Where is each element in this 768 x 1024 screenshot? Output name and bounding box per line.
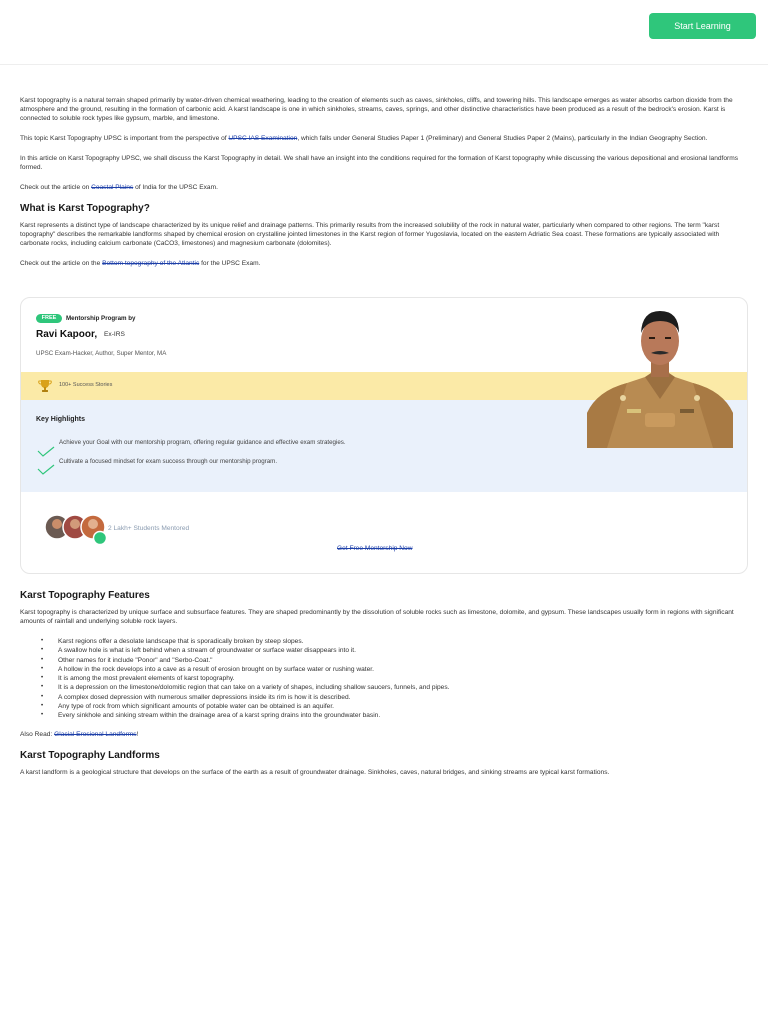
free-badge: FREE (36, 314, 62, 323)
key-highlights-title: Key Highlights (36, 416, 86, 423)
article-content-bottom (20, 590, 748, 788)
mentored-students-avatars (45, 513, 109, 545)
features-intro: Karst topography is characterized by unique surface and subsurface features. They are shaped predominantly by the dissolution of soluble rocks such as limestone, dolomite, and gypsum. These landscapes usually form in regions with significant amounts of rainfall and underlying soluble rock layers. (20, 609, 734, 625)
article-content-top (20, 96, 748, 279)
mentorship-card (20, 297, 748, 574)
list-item: • Karst regions offer a desolate landscape that is sporadically broken by steep slopes. (20, 637, 748, 646)
trophy-icon (37, 378, 53, 394)
intro-paragraph-3: In this article on Karst Topography UPSC, we shall discuss the Karst Topography in detail. We shall have an insight into the conditions required for the formation of Karst topography while discussing the various depositional and erosional landforms formed. (20, 155, 739, 171)
mentor-name: Ravi Kapoor, (36, 329, 98, 340)
list-item: • Other names for it include "Ponor" and "Serbo-Coat." (20, 656, 748, 665)
also-read: Also Read: Glacial Erosional Landforms! (20, 730, 139, 738)
list-item: • A hollow in the rock develops into a cave as a result of erosion brought on by surface water or rushing water. (20, 665, 748, 674)
list-item: • A complex dosed depression with numerous smaller depressions inside its rim is how it is described. (20, 693, 748, 702)
get-free-mentorship-link[interactable]: Get Free Mentorship Now (337, 545, 413, 552)
intro-paragraph-2: This topic Karst Topography UPSC is important from the perspective of UPSC IAS Examination, which falls under General Studies Paper 1 (Preliminary) and General Studies Paper 2 (Mains), particularly in the Indian Geography Section. (20, 135, 708, 142)
upsc-ias-exam-link[interactable]: UPSC IAS Examination (228, 135, 298, 142)
check-icon (37, 446, 55, 458)
highlight-item: Cultivate a focused mindset for exam success through our mentorship program. (59, 458, 278, 465)
mentor-portrait (587, 303, 733, 448)
list-item: • Every sinkhole and sinking stream within the drainage area of a karst spring drains into the groundwater basin. (20, 711, 748, 720)
what-is-paragraph-1: Karst represents a distinct type of landscape characterized by its unique relief and drainage patterns. This primarily results from the increased solubility of the rock in natural water, particularly when compared to other regions. The term "karst topography" describes the remarkable landforms shaped by chemical erosion on crystalline jointed limestones in the Karst region of former Yugoslavia, located on the eastern Adriatic Sea coast. These formations are typically associated with carbonate rocks, including calcium carbonate (CaCO3, limestones) and magnesium carbonate (dolomites). (20, 222, 720, 247)
students-mentored-text: 2 Lakh+ Students Mentored (108, 525, 190, 532)
landforms-heading: Karst Topography Landforms (20, 749, 160, 761)
list-item: • It is a depression on the limestone/dolomitic region that can take on a variety of shapes, including shallow saucers, funnels, and pipes. (20, 683, 748, 692)
mentor-description: UPSC Exam-Hacker, Author, Super Mentor, MA (36, 350, 167, 357)
list-item: • It is among the most prevalent elements of karst topography. (20, 674, 748, 683)
intro-paragraph-4: Check out the article on Coastal Plains of India for the UPSC Exam. (20, 184, 218, 191)
mentor-tag: Ex-IRS (104, 331, 125, 338)
what-is-paragraph-2: Check out the article on the Bottom topography of the Atlantic for the UPSC Exam. (20, 260, 261, 267)
start-learning-button[interactable]: Start Learning (649, 13, 756, 39)
success-stories-text: 100+ Success Stories (59, 382, 113, 388)
list-item: • Any type of rock from which significant amounts of potable water can be obtained is an aquifer. (20, 702, 748, 711)
highlight-item: Achieve your Goal with our mentorship program, offering regular guidance and effective exam strategies. (59, 439, 346, 446)
landforms-paragraph: A karst landform is a geological structure that develops on the surface of the earth as a result of groundwater drainage. Sinkholes, caves, natural bridges, and sinking streams are typical karst formations. (20, 768, 610, 776)
features-list (20, 637, 748, 721)
mentorship-program-label: Mentorship Program by (66, 315, 136, 322)
check-icon (37, 464, 55, 476)
bottom-topography-link[interactable]: Bottom topography of the Atlantic (102, 260, 200, 267)
coastal-plains-link[interactable]: Coastal Plains (91, 184, 134, 191)
glacial-landforms-link[interactable]: Glacial Erosional Landforms (54, 730, 137, 738)
intro-paragraph-1: Karst topography is a natural terrain shaped primarily by water-driven chemical weathering, leading to the creation of elements such as caves, sinkholes, cliffs, and towering hills. This landscape emerges as water absorbs carbon dioxide from the atmosphere and the ground, resulting in the formation of carbonic acid. A karst landscape is one in which sinkholes, streams, caves, springs, and other distinctive characteristics have been produced as a result of the bedrock's erosion. Karst is connected to soluble rock types like gypsum, marble, and limestone. (20, 97, 733, 122)
list-item: • A swallow hole is what is left behind when a stream of groundwater or surface water disappears into it. (20, 646, 748, 655)
what-is-heading: What is Karst Topography? (20, 203, 150, 214)
features-heading: Karst Topography Features (20, 590, 150, 601)
top-bar (0, 0, 768, 65)
